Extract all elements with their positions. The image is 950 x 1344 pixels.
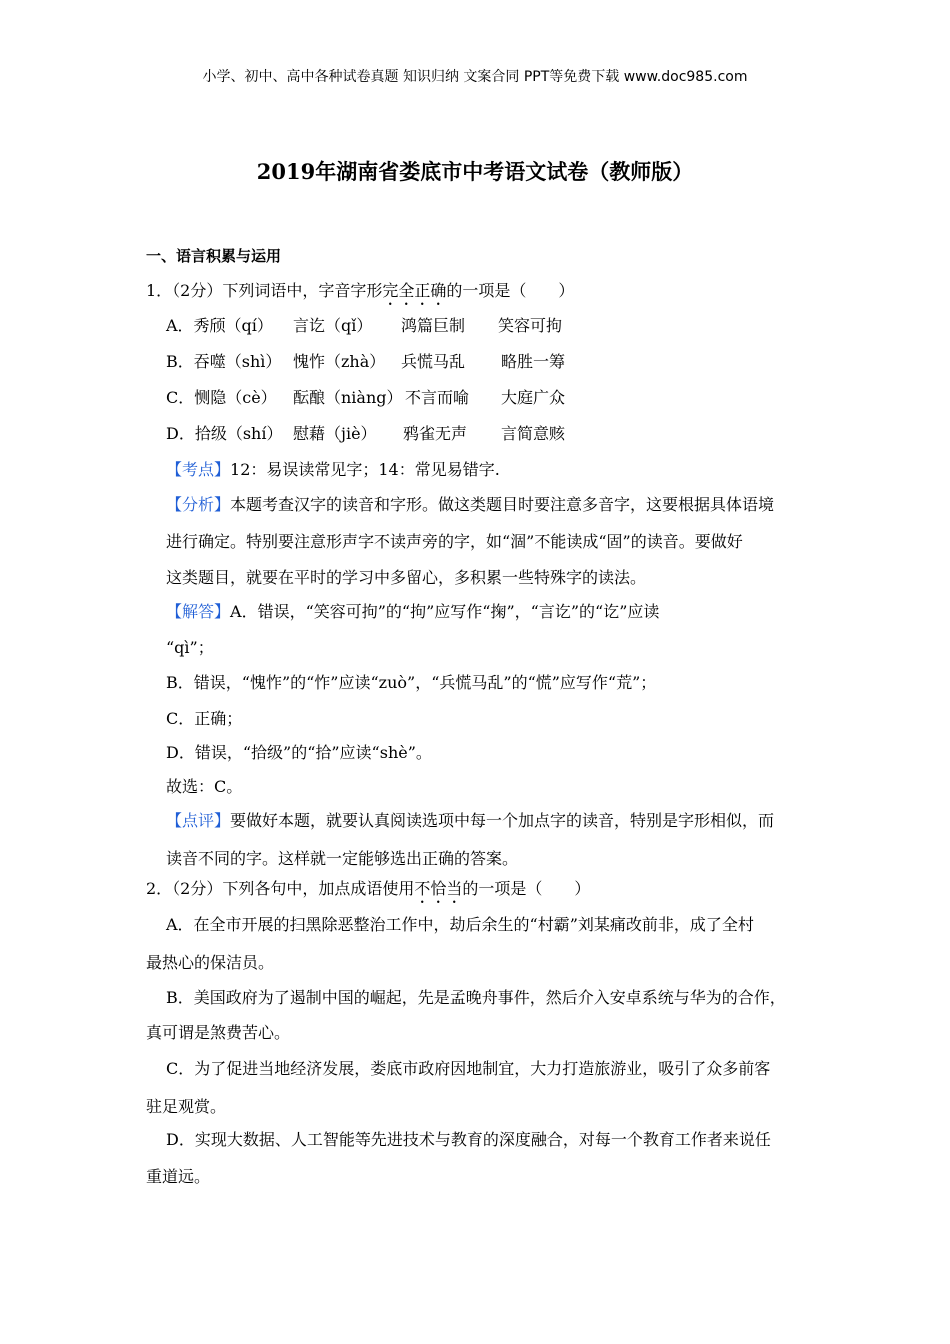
q1-stem-end: 的一项是（ ） [446,281,575,300]
q1-stem-text: 1．（2分）下列词语中，字音字形 [146,281,383,300]
q1-c-word2: 酝酿（niàng） [293,388,403,407]
q2-option-c-1: C．为了促进当地经济发展，娄底市政府因地制宜，大力打造旅游业，吸引了众多前客 [166,1059,771,1078]
q1-c-word1: C．恻隐（cè） [166,388,277,407]
q1-stem [146,278,574,309]
q2-option-b-2: 真可谓是煞费苦心。 [146,1023,291,1042]
q1-d-word3: 鸦雀无声 [403,424,468,443]
q1-fenxi-1 [166,492,774,515]
q1-b-word4: 略胜一筹 [501,352,566,371]
q2-stem [146,876,590,907]
q1-fenxi-2: 进行确定。特别要注意形声字不读声旁的字，如“涸”不能读成“固”的读音。要做好 [166,532,743,551]
jieda-text-1: A．错误，“笑容可拘”的“拘”应写作“掬”，“言讫”的“讫”应读 [230,602,660,621]
q1-d-word4: 言简意赅 [501,424,566,443]
q1-c-word4: 大庭广众 [501,388,566,407]
kaodian-tag: 【考点】 [166,460,231,479]
q1-jieda-2: “qì”； [166,638,214,657]
q1-b-word1: B．吞噬（shì） [166,352,282,371]
dianping-text-1: 要做好本题，就要认真阅读选项中每一个加点字的读音，特别是字形相似，而 [230,811,775,830]
jieda-tag: 【解答】 [166,602,231,621]
q1-jieda-3: B．错误，“愧怍”的“怍”应读“zuò”，“兵慌马乱”的“慌”应写作“荒”； [166,673,657,692]
q1-stem-emphasis: 完全正确 [382,281,447,300]
q1-kaodian [166,457,500,480]
q1-a-word3: 鸿篇巨制 [401,316,466,335]
q1-a-word2: 言讫（qǐ） [293,316,373,335]
q1-b-word2: 愧怍（zhà） [293,352,386,371]
q1-jieda-6: 故选：C。 [166,777,243,796]
q2-option-b-1: B．美国政府为了遏制中国的崛起，先是孟晚舟事件，然后介入安卓系统与华为的合作， [166,988,786,1007]
q1-jieda-4: C．正确； [166,709,243,728]
q1-a-word4: 笑容可拘 [498,316,563,335]
q2-option-d-1: D．实现大数据、人工智能等先进技术与教育的深度融合，对每一个教育工作者来说任 [166,1130,771,1149]
q1-c-word3: 不言而喻 [405,388,470,407]
q1-d-word2: 慰藉（jiè） [293,424,377,443]
q1-b-word3: 兵慌马乱 [401,352,466,371]
q1-dianping-2: 读音不同的字。这样就一定能够选出正确的答案。 [166,849,519,868]
q2-stem-text: 2．（2分）下列各句中，加点成语使用 [146,879,415,898]
q2-stem-end: 的一项是（ ） [462,879,591,898]
fenxi-tag: 【分析】 [166,495,231,514]
q1-fenxi-3: 这类题目，就要在平时的学习中多留心，多积累一些特殊字的读法。 [166,568,647,587]
page-title: 2019年湖南省娄底市中考语文试卷（教师版） [256,159,694,184]
q1-dianping-1 [166,808,774,831]
q2-option-d-2: 重道远。 [146,1167,211,1186]
page-header: 小学、初中、高中各种试卷真题 知识归纳 文案合同 PPT等免费下载 www.doc985.com [202,69,748,85]
section-heading: 一、语言积累与运用 [146,247,282,265]
q1-jieda-5: D．错误，“拾级”的“拾”应读“shè”。 [166,743,432,762]
q2-stem-emphasis: 不恰当 [414,879,463,898]
q2-option-a-2: 最热心的保洁员。 [146,953,275,972]
kaodian-text: 12：易误读常见字；14：常见易错字. [230,460,500,479]
fenxi-text-1: 本题考查汉字的读音和字形。做这类题目时要注意多音字，这要根据具体语境 [230,495,775,514]
q1-a-word1: A．秀颀（qí） [166,316,273,335]
q2-option-a-1: A．在全市开展的扫黑除恶整治工作中，劫后余生的“村霸”刘某痛改前非，成了全村 [166,915,754,934]
q2-option-c-2: 驻足观赏。 [146,1097,227,1116]
dianping-tag: 【点评】 [166,811,231,830]
q1-d-word1: D．拾级（shí） [166,424,283,443]
q1-jieda-1 [166,599,659,622]
